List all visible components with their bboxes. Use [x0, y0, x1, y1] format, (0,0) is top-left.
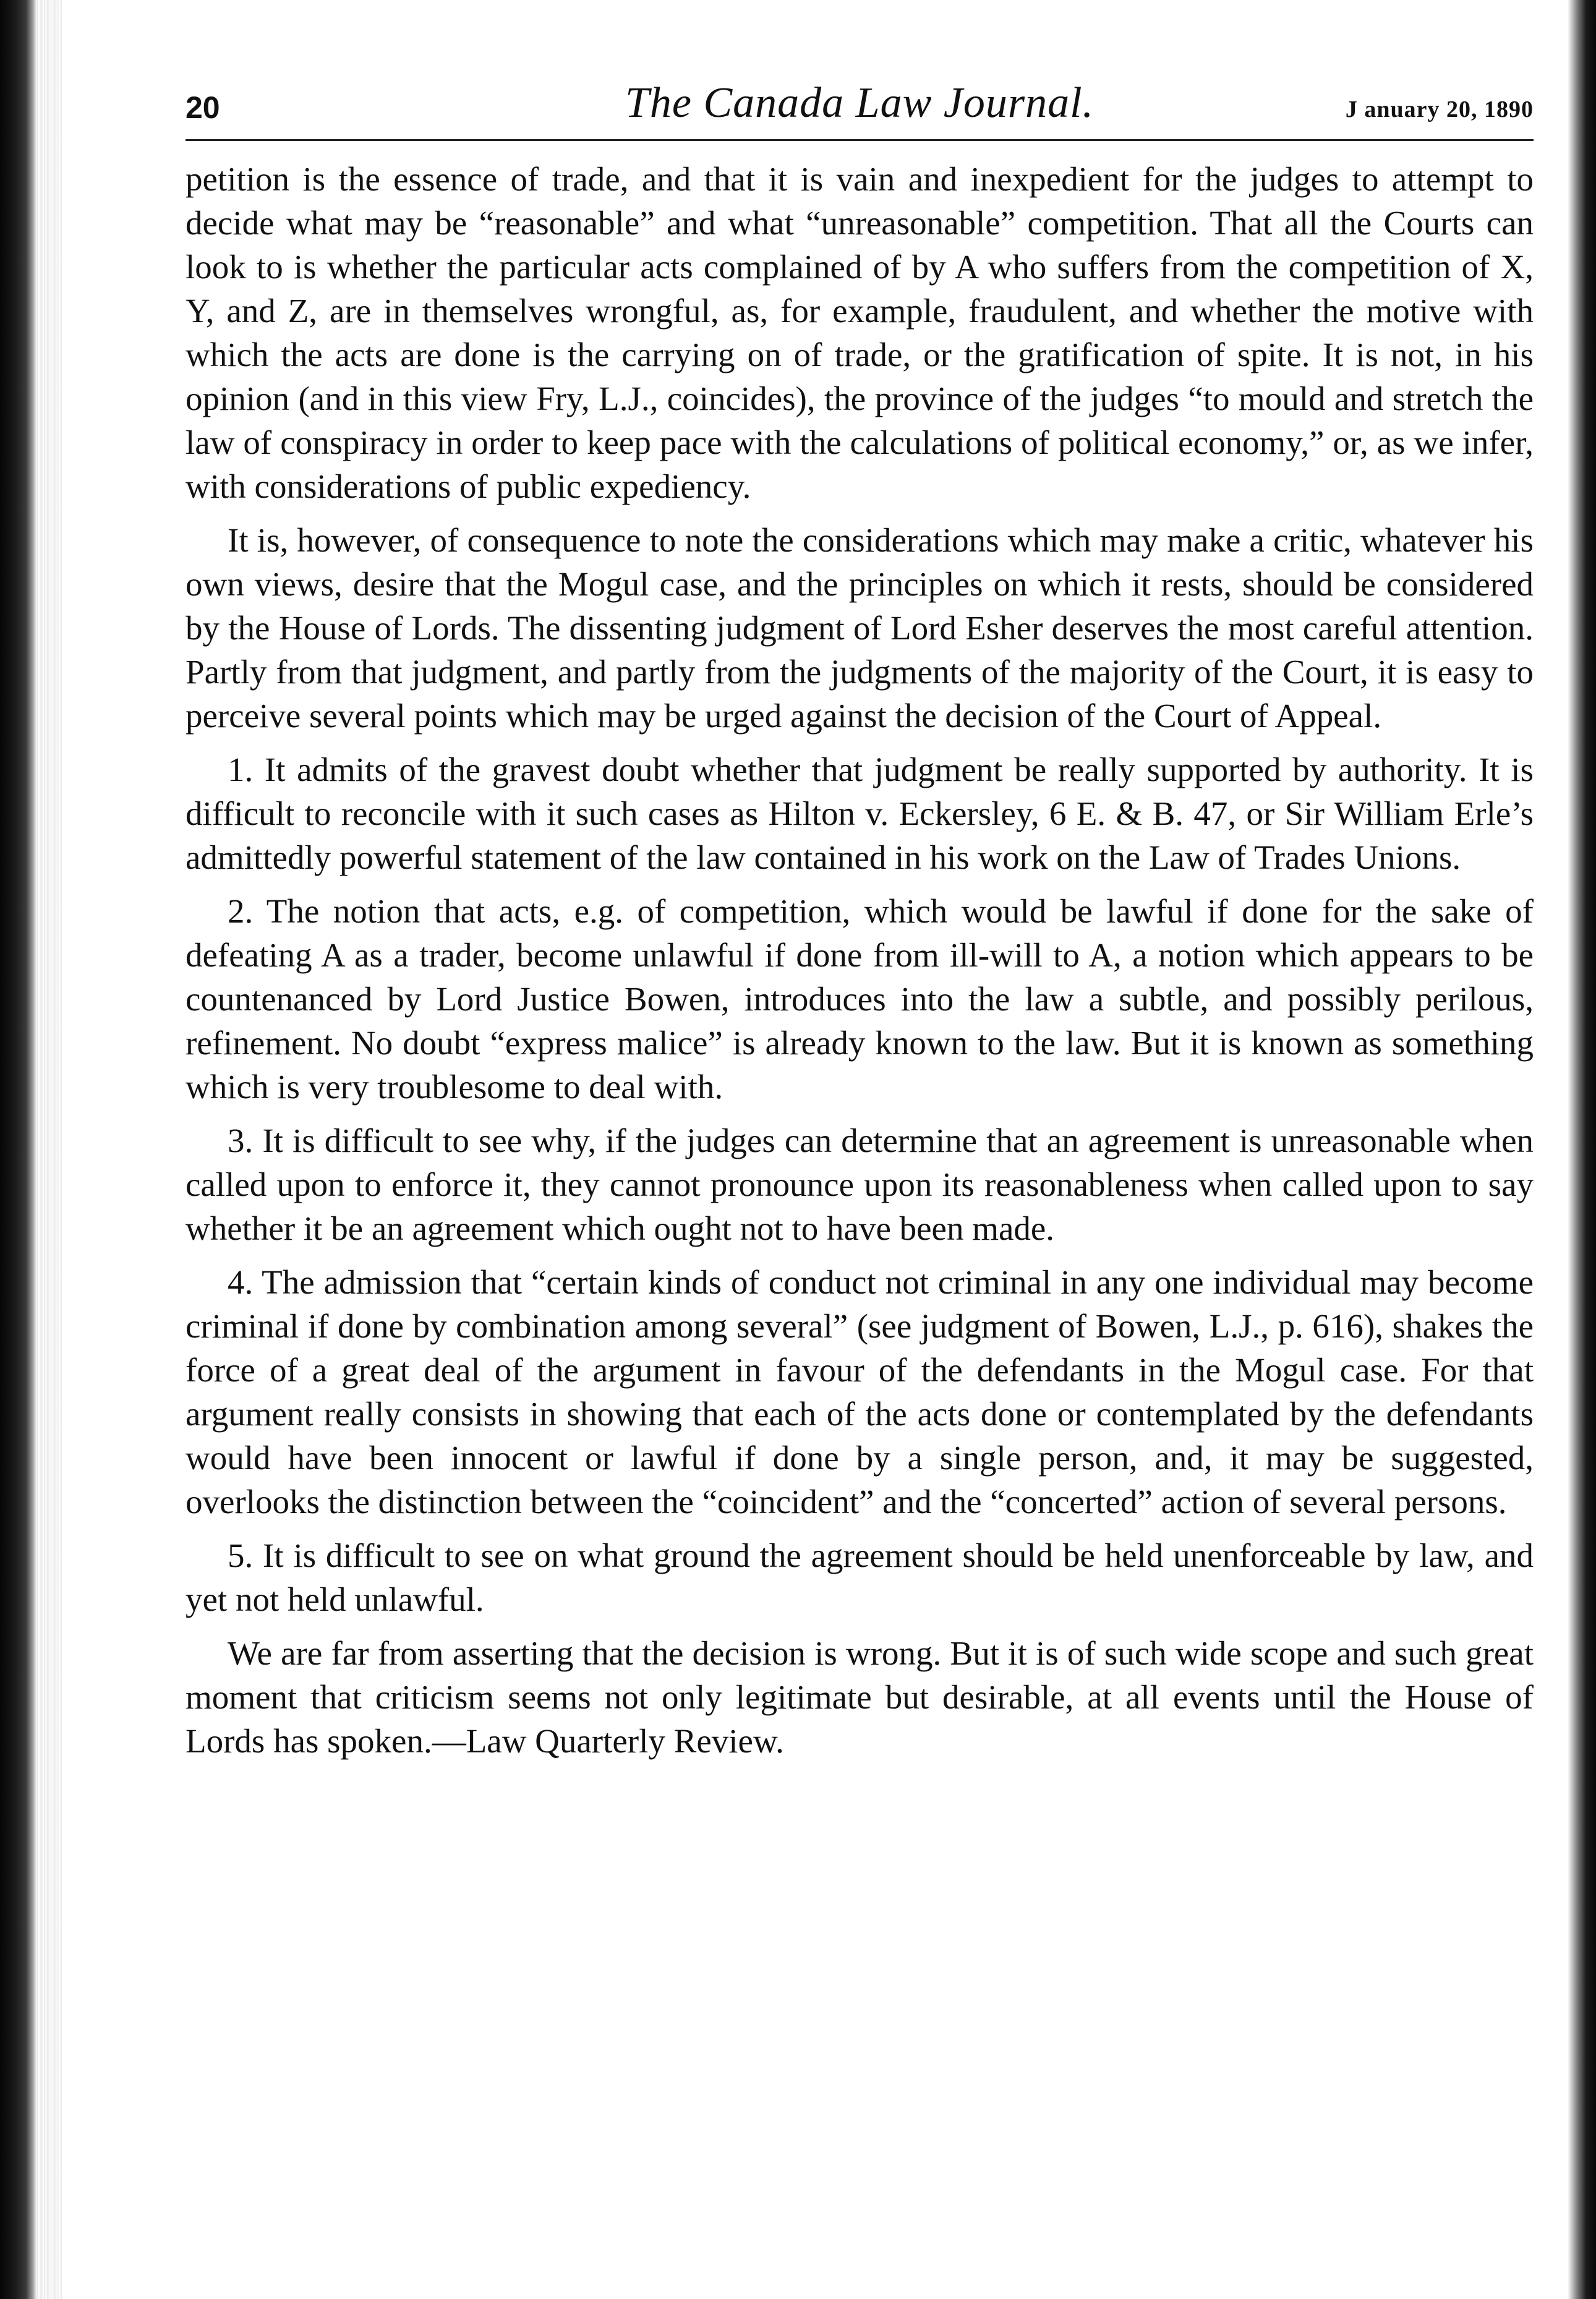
- paragraph-point-5: 5. It is difficult to see on what ground the agreement should be held unenforceable by law, and yet not held unlawful.: [186, 1537, 1534, 1618]
- right-page-edge-shadow: [1568, 0, 1596, 2299]
- header-rule: [186, 139, 1534, 141]
- page-edge-texture: [37, 0, 62, 2299]
- paragraph-continuation: petition is the essence of trade, and that it is vain and inexpedient for the judges to attempt to decide what may be “reasonable” and what “unreasonable” competition. That all the Courts can look to is whether the particular acts complained of by A who suffers from the competition of X, Y, and Z, are in themselves wrongful, as, for example, fraudulent, and whether the motive with which the acts are done is the carrying on of trade, or the gratification of spite. It is not, in his opinion (and in this view Fry, L.J., coincides), the province of the judges “to mould and stretch the law of conspiracy in order to keep pace with the calculations of political economy,” or, as we infer, with considerations of public expediency.: [186, 160, 1534, 505]
- paragraph-point-1: 1. It admits of the gravest doubt whether that judgment be really supported by authority. It is difficult to reconcile with it such cases as Hilton v. Eckersley, 6 E. & B. 47, or Sir William Erle’s admittedly powerful statement of the law contained in his work on the Law of Trades Unions.: [186, 751, 1534, 876]
- running-header: [186, 74, 1534, 133]
- paragraph-point-3: 3. It is difficult to see why, if the judges can determine that an agreement is unreasonable when called upon to enforce it, they cannot pronounce upon its reasonableness when called upon to say whether it be an agreement which ought not to have been made.: [186, 1122, 1534, 1247]
- paragraph-conclusion: We are far from asserting that the decision is wrong. But it is of such wide scope and such great moment that criticism seems not only legitimate but desirable, at all events until the House of Lords has spoken.—Law Quarterly Review.: [186, 1634, 1534, 1760]
- article-body: [186, 157, 1534, 1763]
- issue-date: J anuary 20, 1890: [1345, 96, 1534, 122]
- journal-page: [186, 74, 1534, 1763]
- book-spine-shadow: [0, 0, 37, 2299]
- paragraph-point-2: 2. The notion that acts, e.g. of competition, which would be lawful if done for the sake of defeating A as a trader, become unlawful if done from ill-will to A, a notion which appears to be countenanced by Lord Justice Bowen, introduces into the law a subtle, and possibly perilous, refinement. No doubt “express malice” is already known to the law. But it is known as something which is very troublesome to deal with.: [186, 892, 1534, 1106]
- journal-title: The Canada Law Journal.: [625, 79, 1095, 127]
- paragraph-considerations: It is, however, of consequence to note the considerations which may make a critic, whatever his own views, desire that the Mogul case, and the principles on which it rests, should be considered by the House of Lords. The dissenting judgment of Lord Esher deserves the most careful attention. Partly from that judgment, and partly from the judgments of the majority of the Court, it is easy to perceive several points which may be urged against the decision of the Court of Appeal.: [186, 521, 1534, 735]
- page-number: 20: [186, 90, 220, 125]
- paragraph-point-4: 4. The admission that “certain kinds of conduct not criminal in any one individual may become criminal if done by combination among several” (see judgment of Bowen, L.J., p. 616), shakes the force of a great deal of the argument in favour of the defendants in the Mogul case. For that argument really consists in showing that each of the acts done or contemplated by the defendants would have been innocent or lawful if done by a single person, and, it may be suggested, overlooks the distinction between the “coincident” and the “concerted” action of several persons.: [186, 1263, 1534, 1521]
